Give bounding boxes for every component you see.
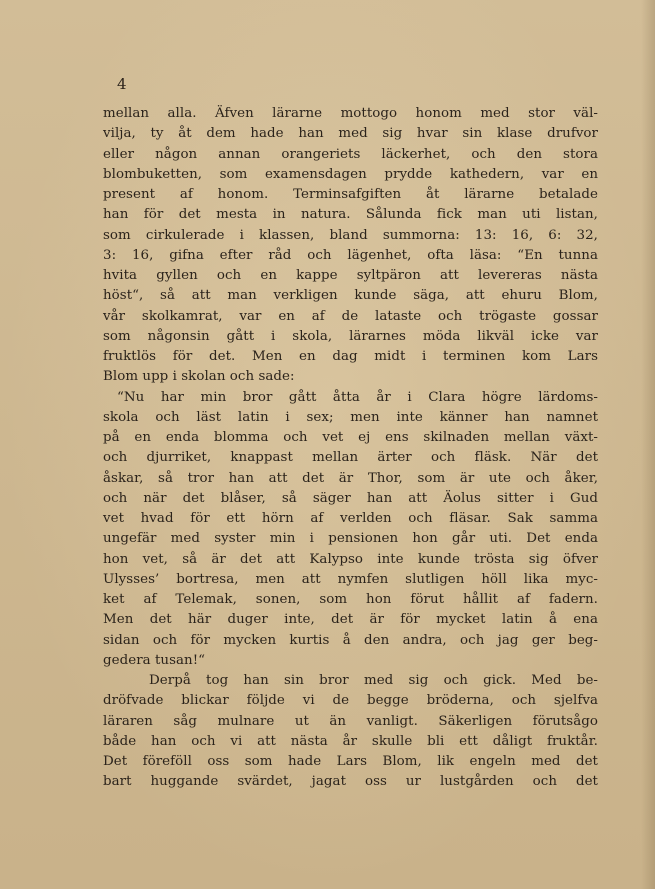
text-line: ungefär med syster min i pensionen hon går uti. Det enda — [103, 531, 598, 547]
text-line: gedera tusan!“ — [103, 652, 206, 668]
text-line: på en enda blomma och vet ej ens skilnaden mellan växt- — [103, 430, 598, 445]
text-line: vet hvad för ett hörn af verlden och fläsar. Sak samma — [103, 511, 598, 526]
text-line: höst“, så att man verkligen kunde säga, att ehuru Blom, — [103, 288, 598, 304]
text-line: “Nu har min bror gått åtta år i Clara högre lärdoms- — [117, 389, 598, 405]
text-line: skola och läst latin i sex; men inte känner han namnet — [103, 409, 598, 425]
text-line: och när det blåser, så säger han att Äolus sitter i Gud — [103, 490, 598, 506]
text-line: vår skolkamrat, var en af de lataste och trögaste gossar — [103, 308, 598, 324]
text-line: present af honom. Terminsafgiften åt lärarne betalade — [103, 187, 598, 202]
text-line: Men det här duger inte, det är för mycket latin å ena — [103, 612, 598, 628]
text-line: bart huggande svärdet, jagat oss ur lustgården och det — [103, 774, 598, 790]
text-line: både han och vi att nästa år skulle bli ett dåligt fruktår. — [103, 733, 598, 749]
text-line: Blom upp i skolan och sade: — [103, 369, 295, 385]
text-line: eller någon annan orangeriets läckerhet, och den stora — [103, 146, 598, 162]
text-line: åskar, så tror han att det är Thor, som är ute och åker, — [103, 470, 598, 486]
text-line: han för det mesta in natura. Sålunda fick man uti listan, — [103, 207, 598, 223]
text-line: 3: 16, gifna efter råd och lägenhet, ofta läsa: “En tunna — [103, 247, 598, 263]
text-line: som cirkulerade i klassen, bland summorna: 13: 16, 6: 32, — [103, 227, 598, 243]
text-line: blombuketten, som examensdagen prydde kathedern, var en — [103, 166, 598, 182]
text-line: mellan alla. Äfven lärarne mottogo honom med stor väl- — [103, 106, 598, 121]
text-line: sidan och för mycken kurtis å den andra, och jag ger beg- — [103, 632, 598, 648]
text-line: som någonsin gått i skola, lärarnes möda likväl icke var — [103, 328, 598, 344]
text-line: läraren såg mulnare ut än vanligt. Säkerligen förutsågo — [103, 713, 598, 729]
text-line: Derpå tog han sin bror med sig och gick. Med be- — [149, 673, 598, 688]
page-number: 4 — [117, 75, 127, 93]
body-text — [103, 104, 598, 793]
text-line: hon vet, så är det att Kalypso inte kunde trösta sig öfver — [103, 551, 598, 567]
text-line: hvita gyllen och en kappe syltpäron att levereras nästa — [103, 268, 598, 283]
text-line: vilja, ty åt dem hade han med sig hvar sin klase drufvor — [103, 126, 598, 142]
text-line: dröfvade blickar följde vi de begge bröderna, och sjelfva — [103, 693, 598, 709]
text-line: Det föreföll oss som hade Lars Blom, lik engeln med det — [103, 754, 598, 769]
text-line: fruktlös för det. Men en dag midt i terminen kom Lars — [103, 349, 598, 364]
text-line: och djurriket, knappast mellan ärter och fläsk. När det — [103, 450, 598, 466]
text-line: ket af Telemak, sonen, som hon förut hållit af fadern. — [103, 592, 598, 607]
text-line: Ulysses’ bortresa, men att nymfen slutligen höll lika myc- — [103, 571, 598, 587]
